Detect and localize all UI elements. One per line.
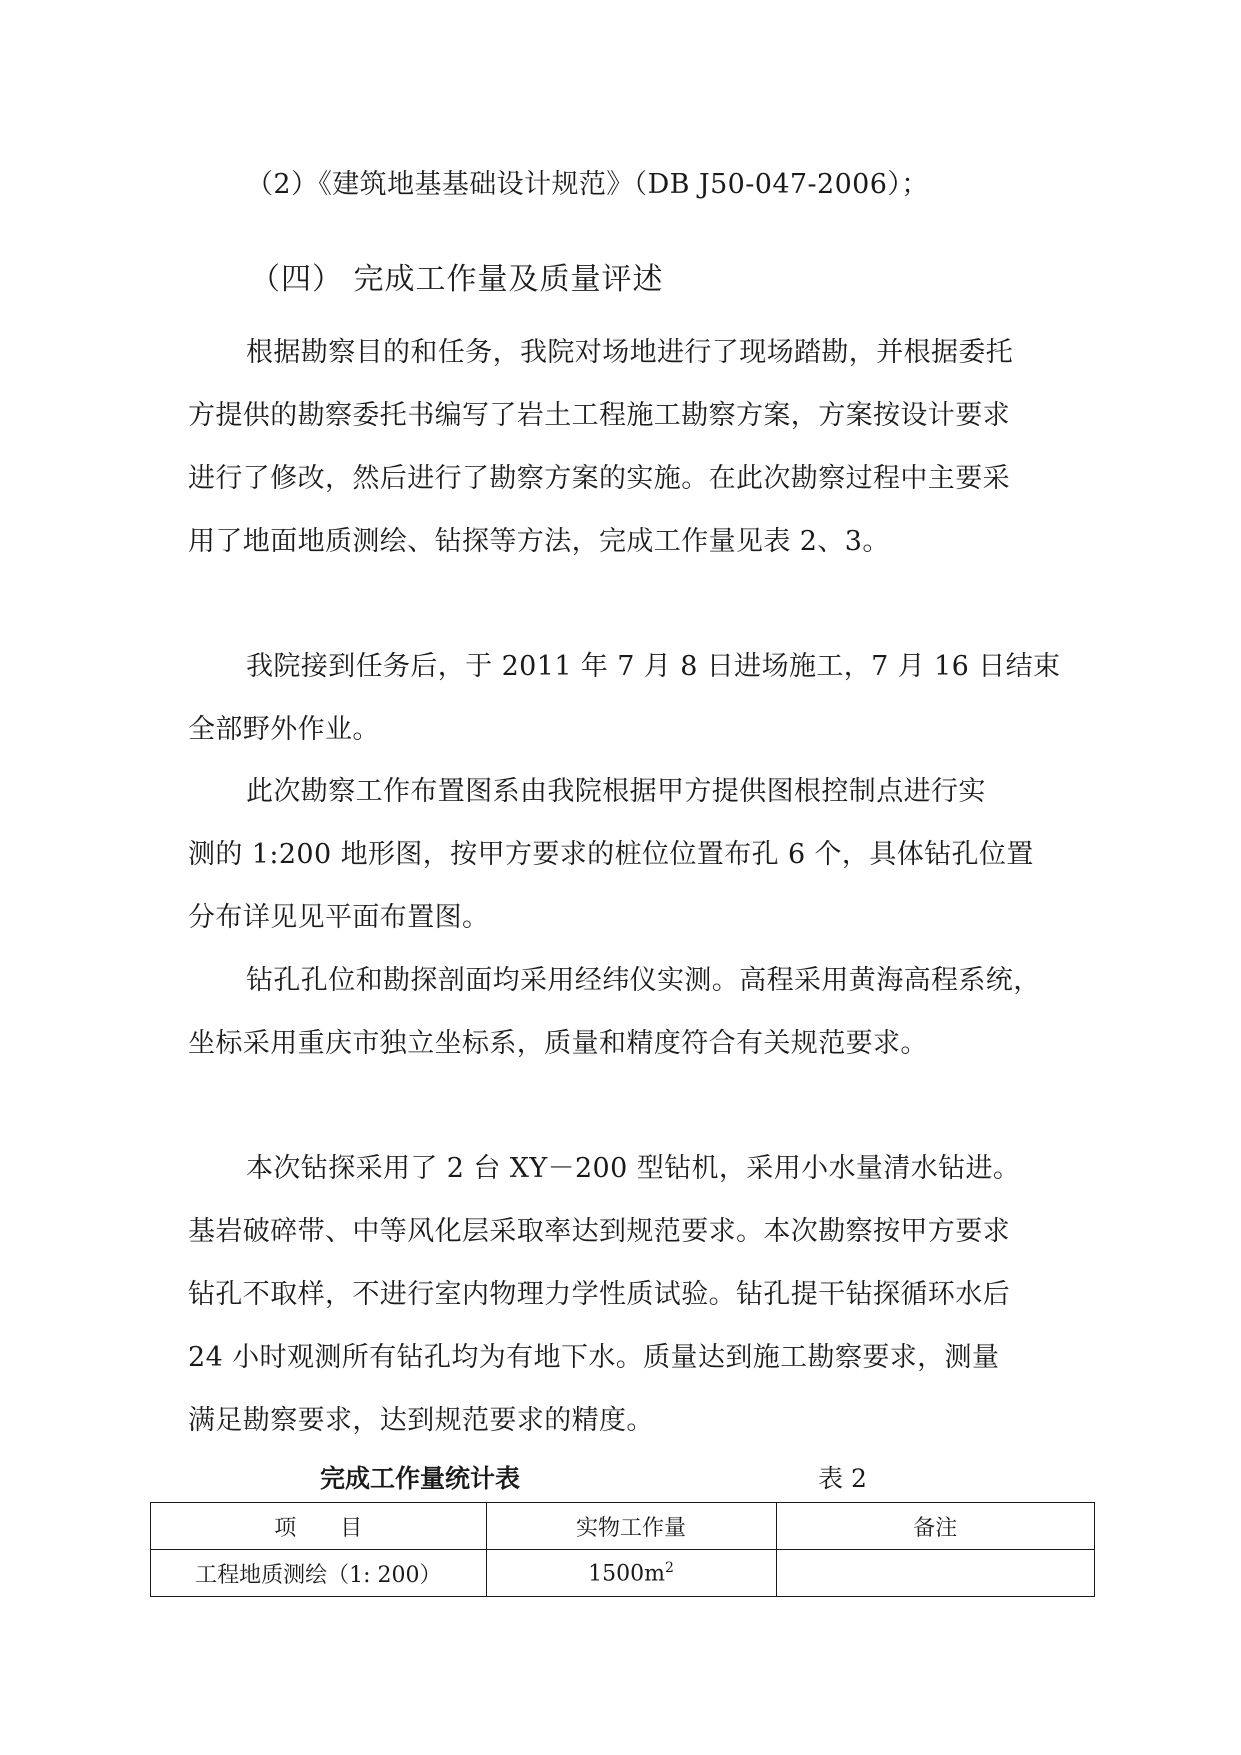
paragraph-line: 本次钻探采用了 2 台 XY－200 型钻机，采用小水量清水钻进。 — [246, 1153, 1021, 1184]
quantity-value: 1500m — [588, 1561, 666, 1587]
paragraph-line: 24 小时观测所有钻孔均为有地下水。质量达到施工勘察要求，测量 — [188, 1342, 1000, 1373]
section-heading: （四） 完成工作量及质量评述 — [250, 262, 664, 297]
quantity-unit-superscript: 2 — [665, 1559, 674, 1576]
table-cell-note — [776, 1550, 1094, 1597]
paragraph-line: 进行了修改，然后进行了勘察方案的实施。在此次勘察过程中主要采 — [188, 463, 1010, 494]
paragraph-line: 满足勘察要求，达到规范要求的精度。 — [188, 1405, 654, 1436]
paragraph-line: 坐标采用重庆市独立坐标系，质量和精度符合有关规范要求。 — [188, 1028, 928, 1059]
paragraph-line: 方提供的勘察委托书编写了岩土工程施工勘察方案，方案按设计要求 — [188, 400, 1010, 431]
paragraph-line: 此次勘察工作布置图系由我院根据甲方提供图根控制点进行实 — [246, 776, 986, 807]
paragraph-line: 基岩破碎带、中等风化层采取率达到规范要求。本次勘察按甲方要求 — [188, 1216, 1010, 1247]
table-number: 表 2 — [818, 1464, 867, 1493]
paragraph-line: 根据勘察目的和任务，我院对场地进行了现场踏勘，并根据委托 — [246, 337, 1014, 368]
paragraph-line: 全部野外作业。 — [188, 714, 380, 745]
paragraph-line: 我院接到任务后，于 2011 年 7 月 8 日进场施工，7 月 16 日结束 — [246, 651, 1061, 682]
table-row — [151, 1550, 1095, 1597]
table-header-row — [151, 1503, 1095, 1550]
column-header-item: 项 目 — [151, 1503, 487, 1550]
paragraph-line: 钻孔不取样，不进行室内物理力学性质试验。钻孔提干钻探循环水后 — [188, 1279, 1010, 1310]
table-cell-quantity — [486, 1550, 776, 1597]
reference-line: （2）《建筑地基基础设计规范》（DB J50-047-2006）； — [246, 169, 929, 200]
paragraph-line: 测的 1:200 地形图，按甲方要求的桩位位置布孔 6 个，具体钻孔位置 — [188, 839, 1034, 870]
table-cell-item: 工程地质测绘（1: 200） — [151, 1550, 487, 1597]
column-header-note: 备注 — [776, 1503, 1094, 1550]
paragraph-line: 分布详见见平面布置图。 — [188, 902, 490, 933]
paragraph-line: 钻孔孔位和勘探剖面均采用经纬仪实测。高程采用黄海高程系统， — [246, 965, 1041, 996]
paragraph-line: 用了地面地质测绘、钻探等方法，完成工作量见表 2、3。 — [188, 526, 890, 557]
column-header-quantity: 实物工作量 — [486, 1503, 776, 1550]
workload-table — [150, 1502, 1095, 1597]
table-caption: 完成工作量统计表 — [320, 1464, 521, 1493]
